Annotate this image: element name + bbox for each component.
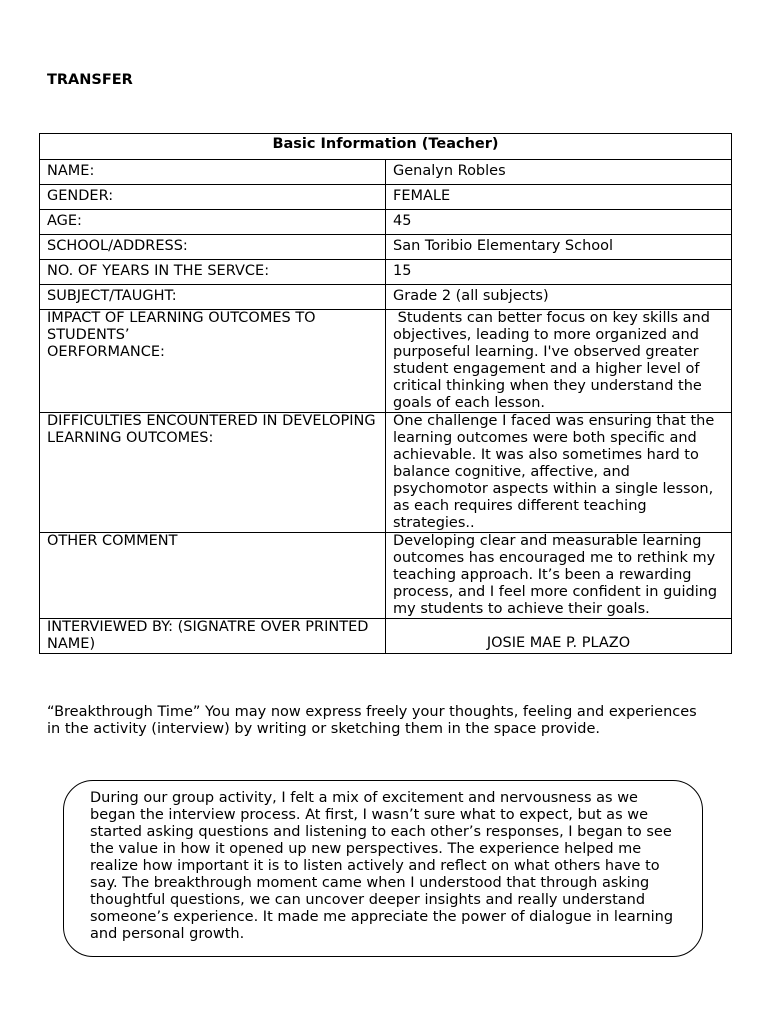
- row-label-school: SCHOOL/ADDRESS:: [40, 235, 386, 260]
- table-title: Basic Information (Teacher): [40, 134, 732, 160]
- row-value-difficulties: One challenge I faced was ensuring that the learning outcomes were both specific and achievable. It was also sometimes hard to balance cognitive, affective, and psychomotor aspects within a single lesson, as each requires different teaching strategies..: [386, 413, 732, 533]
- row-value-name: Genalyn Robles: [386, 160, 732, 185]
- row-value-subject: Grade 2 (all subjects): [386, 285, 732, 310]
- table-row: [40, 413, 732, 533]
- row-label-interviewer: INTERVIEWED BY: (SIGNATRE OVER PRINTED NAME): [40, 619, 386, 654]
- table-row: [40, 185, 732, 210]
- table-row: [40, 533, 732, 619]
- row-label-years: NO. OF YEARS IN THE SERVCE:: [40, 260, 386, 285]
- page-heading: TRANSFER: [47, 72, 133, 88]
- row-value-school: San Toribio Elementary School: [386, 235, 732, 260]
- row-label-difficulties: DIFFICULTIES ENCOUNTERED IN DEVELOPING LEARNING OUTCOMES:: [40, 413, 386, 533]
- reflection-text: During our group activity, I felt a mix of excitement and nervousness as we began the interview process. At first, I wasn’t sure what to expect, but as we started asking questions and listening to each other’s responses, I began to see the value in how it opened up new perspectives. The experience helped me realize how important it is to listen actively and reflect on what others have to say. The breakthrough moment came when I understood that through asking thoughtful questions, we can uncover deeper insights and really understand someone’s experience. It made me appreciate the power of dialogue in learning and personal growth.: [90, 790, 674, 942]
- row-value-age: 45: [386, 210, 732, 235]
- table-row: [40, 235, 732, 260]
- table-row: [40, 260, 732, 285]
- teacher-info-table: [39, 133, 732, 654]
- table-row: [40, 160, 732, 185]
- table-row: [40, 285, 732, 310]
- interviewer-signature-name: JOSIE MAE P. PLAZO: [386, 619, 732, 654]
- table-row: [40, 619, 732, 654]
- row-label-impact: IMPACT OF LEARNING OUTCOMES TO STUDENTS’ OERFORMANCE:: [40, 310, 386, 413]
- row-label-name: NAME:: [40, 160, 386, 185]
- breakthrough-prompt: “Breakthrough Time” You may now express freely your thoughts, feeling and experiences in the activity (interview) by writing or sketching them in the space provide.: [47, 704, 697, 737]
- row-label-gender: GENDER:: [40, 185, 386, 210]
- row-label-subject: SUBJECT/TAUGHT:: [40, 285, 386, 310]
- row-value-years: 15: [386, 260, 732, 285]
- row-label-comment: OTHER COMMENT: [40, 533, 386, 619]
- row-value-impact: Students can better focus on key skills and objectives, leading to more organized and purposeful learning. I've observed greater student engagement and a higher level of critical thinking when they understand the goals of each lesson.: [386, 310, 732, 413]
- row-value-gender: FEMALE: [386, 185, 732, 210]
- row-value-comment: Developing clear and measurable learning outcomes has encouraged me to rethink my teaching approach. It’s been a rewarding process, and I feel more confident in guiding my students to achieve their goals.: [386, 533, 732, 619]
- table-row: [40, 310, 732, 413]
- table-row: [40, 210, 732, 235]
- row-label-age: AGE:: [40, 210, 386, 235]
